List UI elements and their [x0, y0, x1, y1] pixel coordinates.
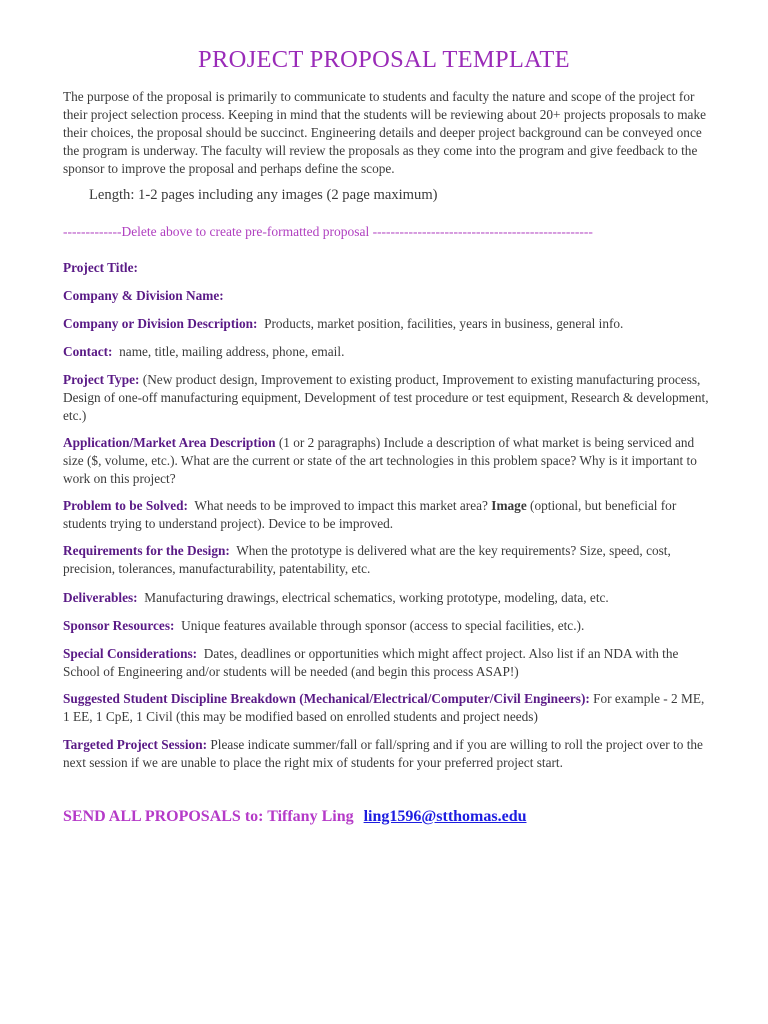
- delete-above-divider: -------------Delete above to create pre-formatted proposal -------------------------------------------------: [63, 224, 593, 239]
- email-link[interactable]: ling1596@stthomas.edu: [363, 808, 527, 825]
- field-label: Project Type:: [63, 372, 140, 387]
- field-text: (optional, but beneficial for students trying to understand project). Device to be improved.: [63, 498, 677, 531]
- field-label: Application/Market Area Description: [63, 435, 276, 450]
- field-label: Requirements for the Design:: [63, 543, 230, 558]
- field-deliverables: [63, 589, 713, 607]
- send-label: SEND ALL PROPOSALS to: Tiffany Ling: [63, 808, 354, 825]
- field-text: Manufacturing drawings, electrical schematics, working prototype, modeling, data, etc.: [144, 590, 609, 605]
- field-label: Contact:: [63, 344, 113, 359]
- field-text: Please indicate summer/fall or fall/spring and if you are willing to roll the project over to the next session if we are unable to place the right mix of students for your preferred project start.: [63, 737, 703, 770]
- field-contact: [63, 343, 713, 361]
- field-company-description: [63, 315, 713, 333]
- field-label: Targeted Project Session:: [63, 737, 208, 752]
- field-requirements: [63, 542, 713, 578]
- length-note: Length: 1-2 pages including any images (2 page maximum): [89, 187, 438, 203]
- field-label: Deliverables:: [63, 590, 138, 605]
- field-text: Products, market position, facilities, years in business, general info.: [264, 316, 624, 331]
- field-label: Company or Division Description:: [63, 316, 258, 331]
- field-text: (1 or 2 paragraphs) Include a description of what market is being serviced and size ($, volume, etc.). What are the current or state of the art technologies in this problem space? Why is it important to work on this project?: [63, 435, 697, 486]
- field-label: Suggested Student Discipline Breakdown (Mechanical/Electrical/Computer/Civil Engineers):: [63, 691, 590, 706]
- field-special-considerations: [63, 645, 713, 681]
- image-label: Image: [491, 498, 527, 513]
- field-text: (New product design, Improvement to existing product, Improvement to existing manufacturing process, Design of one-off manufacturing equipment, Development of test procedure or test equipment, Research & development, etc.): [63, 372, 709, 423]
- page-title: PROJECT PROPOSAL TEMPLATE: [198, 46, 570, 73]
- field-text: What needs to be improved to impact this market area?: [194, 498, 488, 513]
- field-label: Project Title:: [63, 260, 138, 275]
- field-label: Sponsor Resources:: [63, 618, 175, 633]
- field-label: Special Considerations:: [63, 646, 198, 661]
- field-text: name, title, mailing address, phone, email.: [119, 344, 345, 359]
- field-text: Unique features available through sponsor (access to special facilities, etc.).: [181, 618, 585, 633]
- field-project-title: [63, 259, 713, 277]
- send-proposals-line: [63, 808, 527, 826]
- field-discipline-breakdown: [63, 690, 713, 726]
- field-label: Problem to be Solved:: [63, 498, 188, 513]
- field-text: When the prototype is delivered what are the key requirements? Size, speed, cost, precision, tolerances, manufacturability, patentability, etc.: [63, 543, 671, 576]
- field-label: Company & Division Name:: [63, 288, 224, 303]
- field-sponsor-resources: [63, 617, 713, 635]
- field-company-name: [63, 287, 713, 305]
- field-text: Dates, deadlines or opportunities which might affect project. Also list if an NDA with the School of Engineering and/or students will be needed (and begin this process ASAP!): [63, 646, 679, 679]
- field-project-type: [63, 371, 713, 425]
- field-problem: [63, 497, 713, 533]
- field-project-session: [63, 736, 713, 772]
- intro-paragraph: The purpose of the proposal is primarily to communicate to students and faculty the nature and scope of the project for their project selection process. Keeping in mind that the students will be reviewing about 20+ projects proposals to make their choices, the proposal should be succinct. Engineering details and deeper project background can be conveyed once the program is underway. The faculty will review the proposals as they come into the program and give feedback to the sponsor to improve the proposal and perhaps define the scope.: [63, 89, 707, 176]
- field-text: For example - 2 ME, 1 EE, 1 CpE, 1 Civil (this may be modified based on enrolled students and project needs): [63, 691, 705, 724]
- field-application-market: [63, 434, 713, 488]
